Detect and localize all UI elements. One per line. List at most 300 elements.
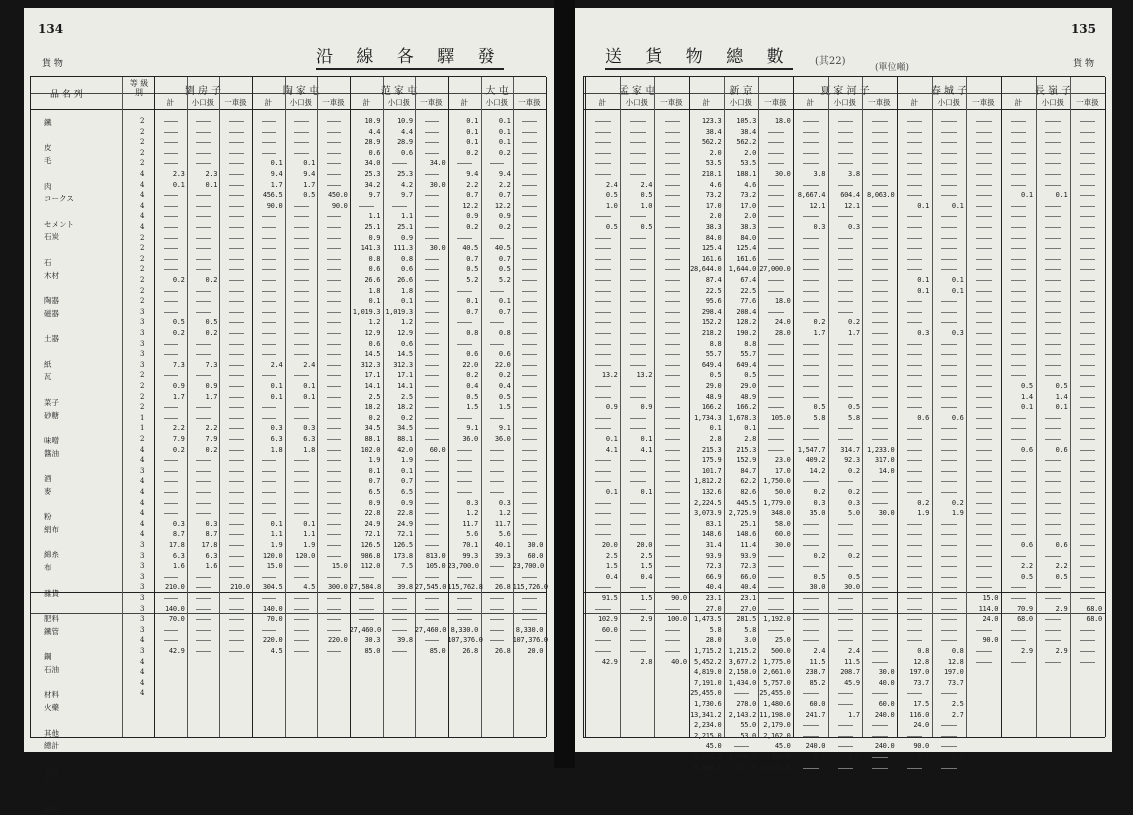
empty-cell-dash <box>196 238 211 239</box>
table-cell: 60.0 <box>601 625 618 634</box>
empty-cell-dash <box>595 460 611 461</box>
table-cell: 157.0 <box>736 763 756 772</box>
table-cell: 22.0 <box>462 360 478 369</box>
table-cell: 40.5 <box>494 244 511 253</box>
table-cell: 208.4 <box>736 307 756 316</box>
empty-cell-dash <box>294 407 309 408</box>
empty-cell-dash <box>941 301 957 302</box>
empty-cell-dash <box>425 322 440 323</box>
total-divider <box>583 613 1105 614</box>
empty-cell-dash <box>976 132 992 133</box>
empty-cell-dash <box>838 153 854 154</box>
table-cell: 2,661.0 <box>763 668 791 677</box>
empty-cell-dash <box>976 153 992 154</box>
empty-cell-dash <box>457 471 472 472</box>
empty-cell-dash <box>327 619 342 620</box>
table-cell: 166.2 <box>736 403 756 412</box>
empty-cell-dash <box>595 121 611 122</box>
table-cell: 2.8 <box>709 435 722 443</box>
empty-cell-dash <box>327 291 342 292</box>
table-cell: 0.3 <box>498 498 511 507</box>
table-cell: 1.9 <box>270 541 283 549</box>
table-cell: 92.3 <box>844 456 860 465</box>
table-cell: 60.0 <box>527 551 544 560</box>
empty-cell-dash <box>803 238 819 239</box>
empty-cell-dash <box>262 481 277 482</box>
table-cell: 1.7 <box>813 753 826 761</box>
empty-cell-dash <box>665 651 681 652</box>
empty-cell-dash <box>665 195 681 196</box>
empty-cell-dash <box>976 195 992 196</box>
table-cell: 2.4 <box>303 360 315 369</box>
empty-cell-dash <box>522 227 537 228</box>
empty-cell-dash <box>595 312 611 313</box>
table-cell: 0.1 <box>172 180 185 189</box>
table-cell: 2.3 <box>205 170 218 178</box>
empty-cell-dash <box>1011 238 1027 239</box>
table-cell: 0.5 <box>205 318 218 327</box>
empty-cell-dash <box>294 375 309 376</box>
empty-cell-dash <box>803 269 819 270</box>
empty-cell-dash <box>630 269 646 270</box>
table-cell: 562.2 <box>736 138 756 147</box>
table-cell: 45.9 <box>844 678 860 687</box>
table-cell: 0.3 <box>917 329 929 337</box>
empty-cell-dash <box>1011 471 1027 472</box>
table-cell: 148.6 <box>701 530 722 539</box>
empty-cell-dash <box>976 206 992 207</box>
table-cell: 0.1 <box>951 286 964 295</box>
table-cell: 73.2 <box>705 191 722 200</box>
empty-cell-dash <box>327 503 342 504</box>
empty-cell-dash <box>941 460 957 461</box>
empty-cell-dash <box>630 291 646 292</box>
empty-cell-dash <box>803 375 819 376</box>
empty-cell-dash <box>1080 534 1096 535</box>
table-cell: 125.4 <box>701 244 722 253</box>
book-spine <box>554 0 575 768</box>
empty-cell-dash <box>872 651 888 652</box>
table-cell: 1.5 <box>466 403 478 412</box>
empty-cell-dash <box>907 227 923 228</box>
empty-cell-dash <box>262 598 277 599</box>
empty-cell-dash <box>941 577 957 578</box>
table-cell: 3,073.9 <box>693 509 722 518</box>
empty-cell-dash <box>907 153 923 154</box>
empty-cell-dash <box>294 598 309 599</box>
grade-label: 2 <box>140 276 145 284</box>
empty-cell-dash <box>457 598 472 599</box>
table-cell: 70.1 <box>462 541 478 549</box>
table-cell: 1.9 <box>951 509 964 518</box>
table-cell: 70.9 <box>1017 604 1033 613</box>
empty-cell-dash <box>425 121 440 122</box>
empty-cell-dash <box>1011 365 1027 366</box>
grade-label: 1 <box>140 424 145 433</box>
table-cell: 0.9 <box>401 498 413 507</box>
empty-cell-dash <box>164 375 179 376</box>
table-cell: 0.9 <box>498 212 511 221</box>
table-cell: 0.6 <box>951 413 964 422</box>
empty-cell-dash <box>803 344 819 345</box>
empty-cell-dash <box>262 407 277 408</box>
empty-cell-dash <box>665 566 681 567</box>
table-cell: 2,725.9 <box>728 509 756 518</box>
empty-cell-dash <box>229 174 244 175</box>
table-cell: 31.4 <box>705 541 722 549</box>
table-cell: 0.5 <box>709 371 722 380</box>
empty-cell-dash <box>1011 481 1027 482</box>
table-cell: 6.3 <box>303 435 315 443</box>
table-cell: 2,143.2 <box>728 710 756 719</box>
table-cell: 68.0 <box>1017 615 1033 624</box>
table-cell: 0.6 <box>401 339 413 348</box>
empty-cell-dash <box>294 566 309 567</box>
table-cell: 1.1 <box>401 212 413 221</box>
empty-cell-dash <box>1080 513 1096 514</box>
empty-cell-dash <box>196 301 211 302</box>
empty-cell-dash <box>229 365 244 366</box>
table-cell: 0.2 <box>917 498 929 507</box>
table-cell: 85.0 <box>429 647 446 655</box>
table-cell: 0.3 <box>205 519 218 528</box>
empty-cell-dash <box>976 174 992 175</box>
empty-cell-dash <box>872 725 888 726</box>
empty-cell-dash <box>630 609 646 610</box>
empty-cell-dash <box>1080 439 1096 440</box>
table-cell: 314.7 <box>840 445 860 454</box>
empty-cell-dash <box>595 354 611 355</box>
category-label: 貨 物 <box>1073 59 1094 69</box>
empty-cell-dash <box>164 195 179 196</box>
empty-cell-dash <box>630 471 646 472</box>
empty-cell-dash <box>907 195 923 196</box>
empty-cell-dash <box>630 216 646 217</box>
empty-cell-dash <box>665 291 681 292</box>
table-cell: 11.7 <box>494 519 511 528</box>
empty-cell-dash <box>1011 598 1027 599</box>
empty-cell-dash <box>838 640 854 641</box>
empty-cell-dash <box>768 598 784 599</box>
empty-cell-dash <box>1045 269 1061 270</box>
grade-label: 3 <box>140 350 145 359</box>
empty-cell-dash <box>630 503 646 504</box>
empty-cell-dash <box>734 746 750 747</box>
empty-cell-dash <box>907 248 923 249</box>
table-cell: 1,547.7 <box>797 445 826 454</box>
table-cell: 27,000.0 <box>759 265 791 274</box>
empty-cell-dash <box>872 153 888 154</box>
table-cell: 7,191.0 <box>693 678 722 687</box>
empty-cell-dash <box>838 630 854 631</box>
table-cell: 215.3 <box>701 445 722 454</box>
empty-cell-dash <box>872 662 888 663</box>
empty-cell-dash <box>457 460 472 461</box>
empty-cell-dash <box>425 216 440 217</box>
empty-cell-dash <box>665 534 681 535</box>
empty-cell-dash <box>630 651 646 652</box>
empty-cell-dash <box>1011 121 1027 122</box>
empty-cell-dash <box>872 174 888 175</box>
table-cell: 58.0 <box>774 519 791 528</box>
empty-cell-dash <box>907 566 923 567</box>
empty-cell-dash <box>941 640 957 641</box>
empty-cell-dash <box>196 503 211 504</box>
table-cell: 2.0 <box>744 148 756 157</box>
empty-cell-dash <box>941 344 957 345</box>
table-cell: 2,179.0 <box>763 721 791 730</box>
empty-cell-dash <box>164 216 179 217</box>
item-label: 紙 <box>44 359 52 369</box>
table-cell: 500.0 <box>771 647 791 655</box>
empty-cell-dash <box>665 397 681 398</box>
empty-cell-dash <box>907 259 923 260</box>
column-rule <box>122 77 123 737</box>
empty-cell-dash <box>630 428 646 429</box>
empty-cell-dash <box>907 439 923 440</box>
empty-cell-dash <box>522 195 537 196</box>
empty-cell-dash <box>229 630 244 631</box>
table-cell: 140.0 <box>262 604 283 613</box>
empty-cell-dash <box>941 725 957 726</box>
table-cell: 72.1 <box>364 530 381 539</box>
empty-cell-dash <box>768 206 784 207</box>
empty-cell-dash <box>838 142 854 143</box>
table-cell: 0.2 <box>401 413 413 422</box>
table-cell: 0.1 <box>605 488 618 496</box>
empty-cell-dash <box>665 333 681 334</box>
table-cell: 132.6 <box>701 488 722 496</box>
empty-cell-dash <box>976 545 992 546</box>
empty-cell-dash <box>665 185 681 186</box>
empty-cell-dash <box>164 301 179 302</box>
empty-cell-dash <box>907 354 923 355</box>
table-cell: 17.5 <box>913 700 929 708</box>
table-cell: 241.7 <box>805 710 826 719</box>
sub-header: 小口扱 <box>191 98 215 107</box>
empty-cell-dash <box>327 609 342 610</box>
empty-cell-dash <box>359 598 374 599</box>
empty-cell-dash <box>522 153 537 154</box>
empty-cell-dash <box>907 609 923 610</box>
empty-cell-dash <box>164 354 179 355</box>
table-cell: 4,819.0 <box>693 668 722 677</box>
table-cell: 12.1 <box>844 201 860 210</box>
empty-cell-dash <box>1045 322 1061 323</box>
empty-cell-dash <box>976 375 992 376</box>
empty-cell-dash <box>872 428 888 429</box>
empty-cell-dash <box>1011 322 1027 323</box>
table-cell: 105.0 <box>425 562 446 571</box>
table-cell: 11.7 <box>462 519 478 528</box>
table-cell: 0.4 <box>466 382 478 390</box>
empty-cell-dash <box>1080 312 1096 313</box>
empty-cell-dash <box>229 142 244 143</box>
grade-label: 2 <box>140 286 145 295</box>
empty-cell-dash <box>1045 513 1061 514</box>
empty-cell-dash <box>425 524 440 525</box>
empty-cell-dash <box>457 291 472 292</box>
empty-cell-dash <box>294 344 309 345</box>
table-cell: 48.9 <box>705 392 722 401</box>
empty-cell-dash <box>665 503 681 504</box>
table-cell: 9.7 <box>401 191 413 200</box>
table-cell: 22.5 <box>740 286 756 295</box>
empty-cell-dash <box>327 577 342 578</box>
table-cell: 7.3 <box>205 360 218 369</box>
empty-cell-dash <box>941 163 957 164</box>
table-cell: 0.1 <box>401 297 413 306</box>
empty-cell-dash <box>907 216 923 217</box>
table-cell: 1,775.0 <box>763 657 791 666</box>
table-cell: 8,330.0 <box>450 625 478 634</box>
empty-cell-dash <box>976 450 992 451</box>
grade-label: 4 <box>140 170 145 178</box>
empty-cell-dash <box>595 291 611 292</box>
empty-cell-dash <box>262 630 277 631</box>
empty-cell-dash <box>294 354 309 355</box>
empty-cell-dash <box>1045 619 1061 620</box>
empty-cell-dash <box>1080 450 1096 451</box>
empty-cell-dash <box>522 397 537 398</box>
table-cell: 34.2 <box>364 180 381 189</box>
empty-cell-dash <box>1011 630 1027 631</box>
empty-cell-dash <box>522 492 537 493</box>
empty-cell-dash <box>522 301 537 302</box>
table-cell: 17.8 <box>201 541 218 549</box>
item-label: 石 <box>44 779 52 789</box>
table-cell: 90.0 <box>266 201 283 210</box>
empty-cell-dash <box>294 492 309 493</box>
empty-cell-dash <box>630 322 646 323</box>
table-cell: 126.5 <box>360 541 381 549</box>
empty-cell-dash <box>327 333 342 334</box>
sub-header: 一車扱 <box>764 98 787 107</box>
empty-cell-dash <box>327 153 342 154</box>
table-cell: 14.1 <box>364 382 381 390</box>
empty-cell-dash <box>425 238 440 239</box>
empty-cell-dash <box>595 216 611 217</box>
empty-cell-dash <box>595 142 611 143</box>
table-cell: 0.2 <box>813 318 826 327</box>
empty-cell-dash <box>327 630 342 631</box>
table-cell: 0.2 <box>498 371 511 380</box>
empty-cell-dash <box>803 609 819 610</box>
empty-cell-dash <box>196 460 211 461</box>
table-cell: 6.3 <box>205 551 218 560</box>
table-cell: 6.5 <box>368 488 381 496</box>
empty-cell-dash <box>838 132 854 133</box>
table-cell: 562.2 <box>701 138 722 147</box>
table-cell: 45.0 <box>774 742 791 751</box>
empty-cell-dash <box>803 354 819 355</box>
empty-cell-dash <box>294 259 309 260</box>
grade-label: 3 <box>140 615 145 624</box>
table-cell: 0.6 <box>498 350 511 359</box>
table-cell: 14.5 <box>364 350 381 359</box>
empty-cell-dash <box>630 354 646 355</box>
table-cell: 0.5 <box>466 392 478 401</box>
table-cell: 73.7 <box>947 678 964 687</box>
empty-cell-dash <box>838 725 854 726</box>
empty-cell-dash <box>1045 153 1061 154</box>
empty-cell-dash <box>872 322 888 323</box>
table-cell: 12.8 <box>947 657 964 666</box>
table-cell: 0.1 <box>466 117 478 125</box>
empty-cell-dash <box>522 163 537 164</box>
table-cell: 48.9 <box>740 392 756 401</box>
table-cell: 0.6 <box>1055 541 1068 549</box>
empty-cell-dash <box>196 291 211 292</box>
empty-cell-dash <box>425 513 440 514</box>
table-cell: 0.1 <box>303 392 315 401</box>
table-cell: 28.9 <box>397 138 413 147</box>
empty-cell-dash <box>976 333 992 334</box>
table-cell: 3.0 <box>744 636 756 645</box>
table-cell: 7.9 <box>172 435 185 443</box>
column-rule <box>1105 77 1106 737</box>
table-cell: 0.6 <box>1021 541 1033 549</box>
empty-cell-dash <box>327 513 342 514</box>
empty-cell-dash <box>630 259 646 260</box>
empty-cell-dash <box>976 269 992 270</box>
table-cell: 15.0 <box>982 594 999 602</box>
empty-cell-dash <box>907 238 923 239</box>
table-cell: 9.4 <box>466 170 478 178</box>
empty-cell-dash <box>262 460 277 461</box>
empty-cell-dash <box>976 534 992 535</box>
item-label: 布 <box>44 563 52 573</box>
empty-cell-dash <box>838 248 854 249</box>
empty-cell-dash <box>907 142 923 143</box>
table-cell: 5.2 <box>466 276 478 284</box>
empty-cell-dash <box>1011 269 1027 270</box>
empty-cell-dash <box>665 640 681 641</box>
empty-cell-dash <box>595 259 611 260</box>
empty-cell-dash <box>327 142 342 143</box>
empty-cell-dash <box>872 503 888 504</box>
grade-label: 4 <box>140 488 145 496</box>
empty-cell-dash <box>196 344 211 345</box>
table-cell: 90.0 <box>331 201 348 210</box>
empty-cell-dash <box>392 630 407 631</box>
table-cell: 197.0 <box>909 668 929 677</box>
empty-cell-dash <box>1080 418 1096 419</box>
empty-cell-dash <box>665 450 681 451</box>
grade-label: 4 <box>140 498 145 507</box>
table-cell: 0.3 <box>172 519 185 528</box>
table-cell: 1.8 <box>368 286 381 295</box>
empty-cell-dash <box>522 428 537 429</box>
empty-cell-dash <box>768 428 784 429</box>
empty-cell-dash <box>872 768 888 769</box>
empty-cell-dash <box>294 248 309 249</box>
table-cell: 0.2 <box>813 488 826 496</box>
empty-cell-dash <box>262 354 277 355</box>
left-table <box>30 76 548 814</box>
empty-cell-dash <box>976 216 992 217</box>
empty-cell-dash <box>803 121 819 122</box>
empty-cell-dash <box>907 736 923 737</box>
table-cell: 6.3 <box>172 551 185 560</box>
empty-cell-dash <box>522 238 537 239</box>
item-label: 土器 <box>44 334 59 344</box>
empty-cell-dash <box>1011 460 1027 461</box>
empty-cell-dash <box>872 587 888 588</box>
table-cell: 0.2 <box>951 498 964 507</box>
table-cell: 2.2 <box>1055 562 1068 571</box>
table-cell: 4.4 <box>368 127 381 136</box>
